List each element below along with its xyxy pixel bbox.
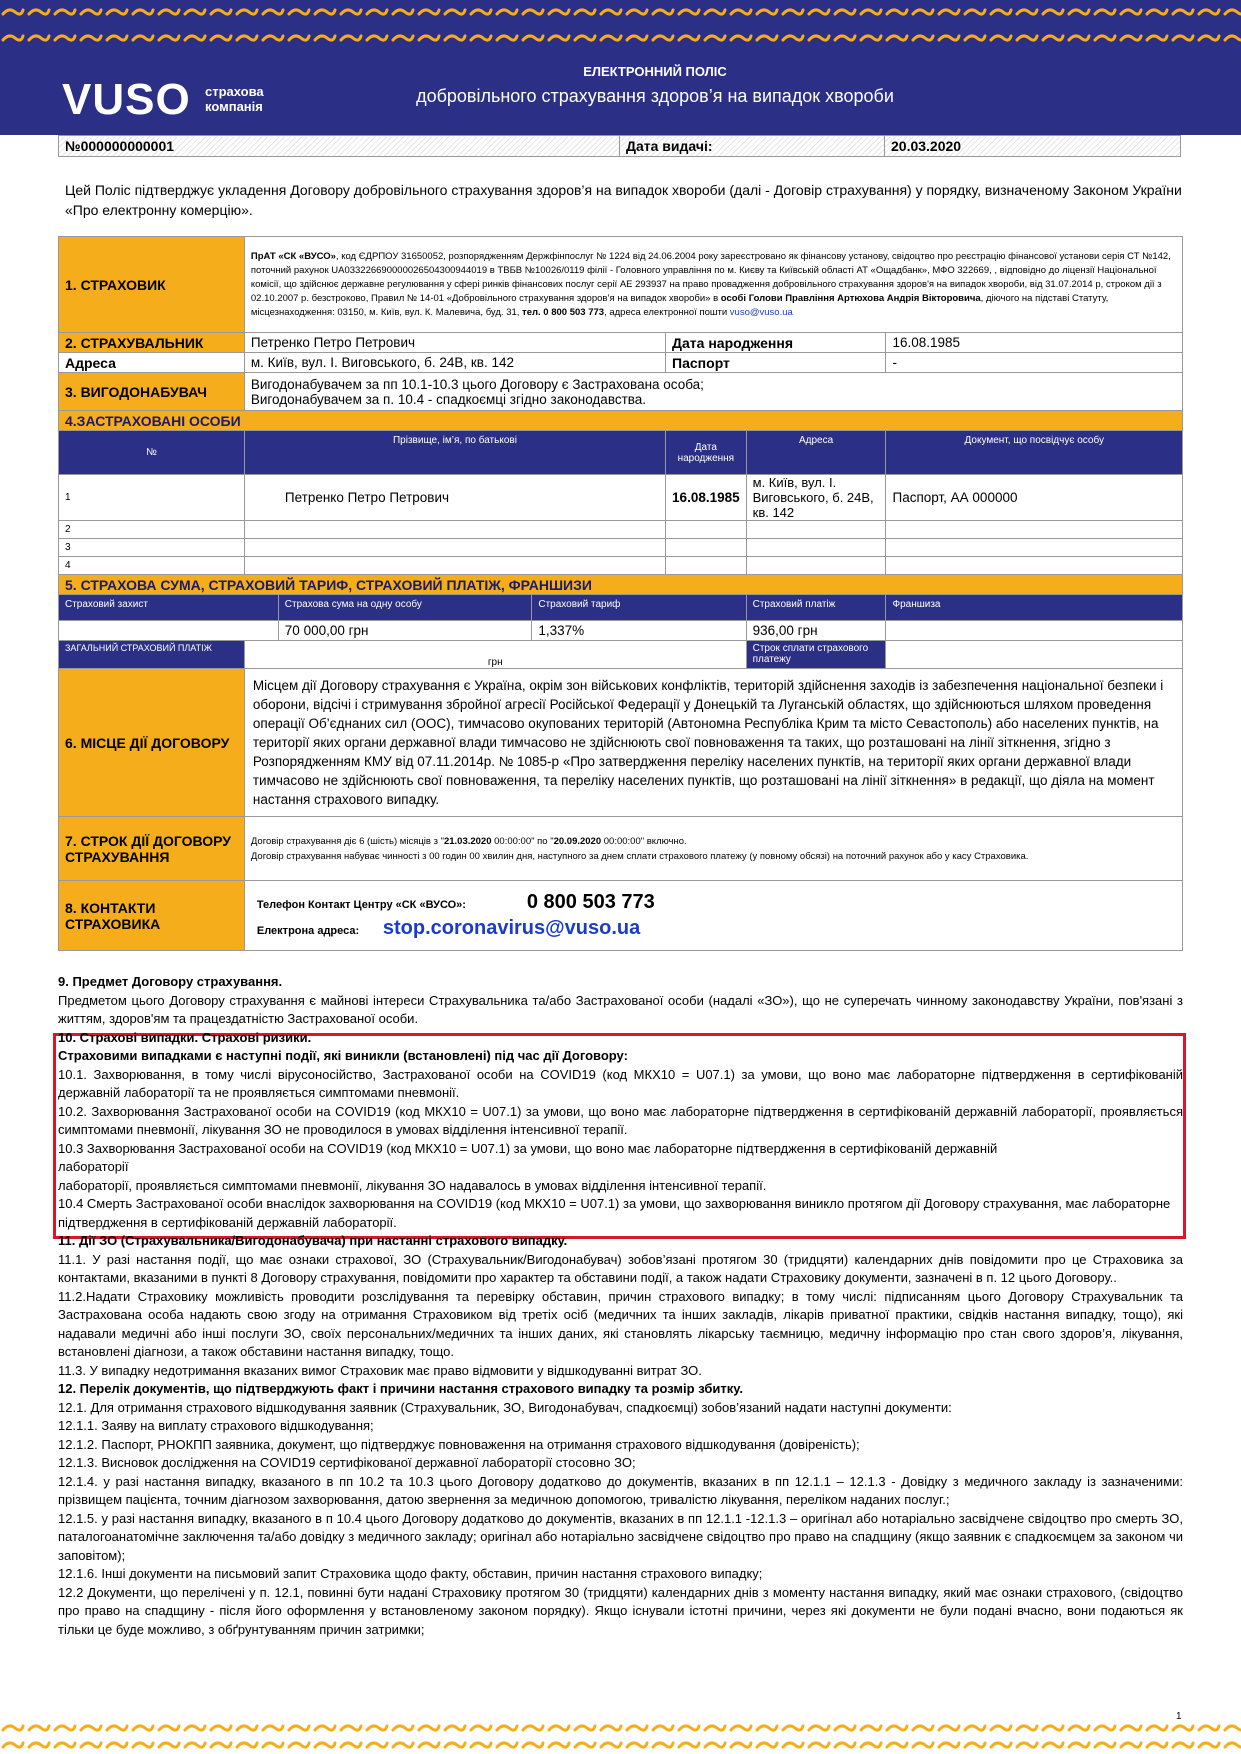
policy-number-row [58,135,1181,157]
coverage-area-label: 6. МІСЦЕ ДІЇ ДОГОВОРУ [59,669,245,817]
vuso-logo [62,75,264,124]
term-t1: Договір страхування діє 6 (шість) місяців з " [250,835,444,847]
col-address: Адреса [746,431,886,475]
term-start: 21.03.2020 [443,835,492,847]
table-row [59,557,1183,575]
insurer-text-1: , код ЄДРПОУ 31650052, розпорядженням Держфінпослуг № 1224 від 24.06.2004 року зареєстровано як фінансову установу, свідоцтво про реєстрацію фінансової установи серія СТ №142, поточний рахунок UA033226690000026504300944019 в ТВБВ №10026/0119 філії - Головного управління по м. Києву та Київській області АТ «Ощадбанк», МФО 322669, , відповідно до ліцензії Національної комісії, що здійснює державне регулювання у сфері ринків фінансових послуг серії АЕ 293937 на право провадження добровільного страхування здоров'я на випадок хвороби, від 31.07.2014 р, строком дії з 02.10.2007 р. безстроково, Правил № 14-01 «Добровільного страхування здоров’я на випадок хвороби» в [250,250,1171,304]
row-no: 1 [59,475,245,521]
section-12-title: 12. Перелік документів, що підтверджують факт і причини настання страхового випадку та розмір збитку. [58,1381,743,1396]
insurer-text-2: , діючого на підставі Статуту, місцезнаходження: 03150, м. Київ, вул. К. Малевича, буд. 31, [250,292,1109,318]
contacts-label: 8. КОНТАКТИ СТРАХОВИКА [59,881,245,951]
col-name: Прізвище, ім’я, по батькові [244,431,665,475]
section-11-title: 11. Дії ЗО (Страхувальника/Вигодонабувача) при настанні страхового випадку. [58,1233,568,1248]
policy-terms [58,973,1183,1639]
row-no: 2 [59,521,245,539]
term-t4: Договір страхування набуває чинності з 00 годин 00 хвилин дня, наступного за днем сплати страхового платежу (у повному обсязі) на поточний рахунок або у касу Страховика. [250,850,1029,862]
contacts-cell [244,881,1182,951]
row-address: м. Київ, вул. І. Виговського, б. 24В, кв. 142 [746,475,886,521]
beneficiary-text [244,373,1182,411]
insurer-company: ПрАТ «СК «ВУСО» [250,250,336,262]
beneficiary-label: 3. ВИГОДОНАБУВАЧ [59,373,245,411]
item-12-2: 12.2 Документи, що перелічені у п. 12.1, повинні бути надані Страховику протягом 30 (тридцяти) календарних днів з моменту настання випадку, який має ознаки страхового, (свідоцтво про право на спадщину - після його оформлення у встановленому законом порядку). Якщо існували істотні причини, через які документи не були подані вчасно, вони подаються як тільки це буде можливо, з обґрунтуванням причин затримки; [58,1584,1183,1637]
insured-sum: 70 000,00 грн [278,621,532,641]
policy-number: №000000000001 [59,136,620,157]
item-12-1: 12.1. Для отримання страхового відшкодування заявник (Страхувальник, ЗО, Вигодонабувач, спадкоємці) зобов’язаний надати наступні документи: [58,1399,952,1415]
passport-label: Паспорт [666,353,886,373]
term-t2: 00:00:00" по " [491,835,554,847]
wave-pattern-top [0,2,1241,22]
item-10-1: 10.1. Захворювання, в тому числі вірусоносійство, Застрахованої особи на COVID19 (код МКХ10 = U07.1) за умови, що воно має лабораторне підтвердження в сертифікованій державній лабораторії та не проявляється симптомами пневмонії. [58,1066,1183,1100]
issue-date: 20.03.2020 [885,136,1181,157]
col-dob: Дата народження [666,431,747,475]
logo-subtitle: страхова компанія [205,84,264,114]
logo-text: VUSO [62,75,191,124]
item-11-3: 11.3. У випадку недотримання вказаних вимог Страховик має право відмовити у відшкодуванні витрат ЗО. [58,1362,702,1378]
insured-persons-header: 4.ЗАСТРАХОВАНІ ОСОБИ [59,411,1183,431]
document-title: ЕЛЕКТРОННИЙ ПОЛІС [583,64,727,79]
policyholder-passport: - [886,353,1183,373]
insurer-label: 1. СТРАХОВИК [59,237,245,333]
payment-term-label: Строк сплати страхового платежу [746,641,886,669]
total-payment-unit: грн [244,641,746,669]
total-payment-label: ЗАГАЛЬНИЙ СТРАХОВИЙ ПЛАТІЖ [59,641,245,669]
payment: 936,00 грн [746,621,886,641]
insurer-person: особі Голови Правління Артюхова Андрія Вікторовича [720,292,981,304]
term-t3: 00:00:00" включно. [601,835,687,847]
intro-text: Цей Поліс підтверджує укладення Договору добровільного страхування здоров’я на випадок хвороби (далі - Договір страхування) у порядку, визначеному Законом України «Про електронну комерцію». [65,182,1182,218]
term-end: 20.09.2020 [553,835,602,847]
sum-section-header: 5. СТРАХОВА СУМА, СТРАХОВИЙ ТАРИФ, СТРАХОВИЙ ПЛАТІЖ, ФРАНШИЗИ [59,575,1183,595]
item-12-1-3: 12.1.3. Висновок дослідження на COVID19 сертифікованої державної лабораторії стосовно ЗО; [58,1455,636,1470]
item-12-1-2: 12.1.2. Паспорт, РНОКПП заявника, документ, що підтверджує повноваження на отримання страхового відшкодування (довіреність); [58,1436,860,1452]
item-12-1-6: 12.1.6. Інші документи на письмовий запит Страховика щодо факту, обставин, причин настання страхового випадку; [58,1566,763,1581]
coverage-area-text: Місцем дії Договору страхування є Україна, окрім зон військових конфліктів, територій здійснення заходів із забезпечення національної безпеки і оборони, відсічі і стримування збройної агресії Російської Федерації у Донецькій та Луганській областях, що здійснюються шляхом проведення операції Об’єднаних сил (ООС), тимчасово окупованих територій (Автономна Республіка Крим та місто Севастополь) або населених пунктів, на території яких органи державної влади тимчасово не здійснюють свої повноваження та таких, що розташовані на лінії зіткнення, згідно з Розпорядженням КМУ від 07.11.2014р. № 1085-р «Про затвердження переліку населених пунктів, на території яких органи державної влади тимчасово не здійснюють свої повноваження, та переліку населених пунктів, що розташовані на лінії зіткнення» в редакції, що діяла на момент настання страхового випадку. [244,669,1182,817]
section-10-title: 10. Страхові випадки. Страхові ризики. [58,1029,312,1045]
row-name: Петренко Петро Петрович [244,475,665,521]
row-no: 3 [59,539,245,557]
item-10-3a: 10.3 Захворювання Застрахованої особи на COVID19 (код МКХ10 = U07.1) за умови, що воно має лабораторне підтвердження в сертифікованій державній [58,1140,998,1156]
dob-label: Дата народження [666,333,886,353]
insurer-text-3: , адреса електронної пошти [604,306,730,318]
table-row [59,521,1183,539]
email-label: Електрона адреса: [256,925,360,937]
section-10-subtitle: Страховими випадками є наступні події, які виникли (встановлені) під час дії Договору: [58,1048,628,1063]
item-10-4: 10.4 Смерть Застрахованої особи внаслідок захворювання на COVID19 (код МКХ10 = U07.1) за умови, що захворювання виникло протягом дії Договору страхування, має лабораторне підтвердження в сертифікованій державній лабораторії. [58,1196,1171,1230]
header-banner [0,0,1241,135]
col-protection: Страховий захист [59,595,279,621]
policy-main-table [58,236,1183,951]
policyholder-label: 2. СТРАХУВАЛЬНИК [59,333,245,353]
term-text [244,817,1182,881]
wave-pattern-mid [0,28,1241,48]
col-no: № [59,431,245,475]
col-tariff: Страховий тариф [532,595,746,621]
policyholder-name: Петренко Петро Петрович [244,333,665,353]
table-row [59,539,1183,557]
item-12-1-1: 12.1.1. Заяву на виплату страхового відшкодування; [58,1418,374,1433]
row-no: 4 [59,557,245,575]
policyholder-address: м. Київ, вул. І. Виговського, б. 24В, кв. 142 [244,353,665,373]
beneficiary-line-2: Вигодонабувачем за п. 10.4 - спадкоємці згідно законодавства. [250,391,647,407]
col-document: Документ, що посвідчує особу [886,431,1183,475]
insurer-tel: тел. 0 800 503 773 [522,306,605,318]
item-10-3c: лабораторії, проявляється симптомами пневмонії, лікування ЗО надавалось в умовах відділення інтенсивної терапії. [58,1177,767,1193]
page-number: 1 [1176,1711,1182,1722]
row-dob: 16.08.1985 [666,475,747,521]
issue-date-label: Дата видачі: [620,136,885,157]
beneficiary-line-1: Вигодонабувачем за пп 10.1-10.3 цього Договору є Застрахована особа; [250,376,704,392]
item-11-1: 11.1. У разі настання події, що має ознаки страхової, ЗО (Страхувальник/Вигодонабувач) зобов’язані протягом 30 (тридцяти) календарних днів повідомити про це Страховика за контактами, вказаними в пункті 8 Договору страхування, повідомити про характер та обставини події, а також надати Страховику документи, зазначені в п. 12 цього Договору.. [58,1251,1183,1285]
table-row [59,475,1183,521]
phone-number[interactable]: 0 800 503 773 [526,891,655,913]
section-9-text: Предметом цього Договору страхування є майнові інтереси Страхувальника та/або Застрахованої особи (надалі «ЗО»), що не суперечать чинному законодавству України, пов'язані з життям, здоров'ям та працездатністю Застрахованої особи. [58,992,1183,1026]
address-label: Адреса [59,353,245,373]
col-sum: Страхова сума на одну особу [278,595,532,621]
document-subtitle: добровільного страхування здоров’я на випадок хвороби [416,86,894,106]
col-franchise: Франшиза [886,595,1183,621]
email-link[interactable]: stop.coronavirus@vuso.ua [382,917,641,939]
insurer-details [244,237,1182,333]
item-10-2: 10.2. Захворювання Застрахованої особи на COVID19 (код МКХ10 = U07.1) за умови, що воно має лабораторне підтвердження в сертифікованій державній лабораторії, проявляється симптомами пневмонії, лікування ЗО не проводилося в умовах відділення інтенсивної терапії. [58,1103,1183,1137]
row-document: Паспорт, АА 000000 [886,475,1183,521]
item-12-1-5: 12.1.5. у разі настання випадку, вказаного в п 10.4 цього Договору додатково до документів, вказаних в пп 12.1.1 -12.1.3 – оригінал або нотаріально засвідчене свідоцтво про смерть ЗО, паталогоанатомічне заключення та/або довідку з медичного закладу; оригінал або нотаріально засвідчене свідоцтво про право на спадщину (якщо заявник є спадкоємцем за законом чи заповітом); [58,1510,1183,1563]
insurer-email-link[interactable]: vuso@vuso.ua [729,306,793,318]
term-label: 7. СТРОК ДІЇ ДОГОВОРУ СТРАХУВАННЯ [59,817,245,881]
policyholder-dob: 16.08.1985 [886,333,1183,353]
item-11-2: 11.2.Надати Страховику можливість проводити розслідування та перевірку обставин, причин страхового випадку; в тому числі: підписанням цього Договору Страхувальник та Застрахована особа надають свою згоду на отримання Страховиком від третіх осіб (медичних та інших закладів, лікарів приватної практики, свідків настання випадку, тощо), які надавали медичні або інші послуги ЗО, своїх персональних/медичних та інших даних, які становлять лікарську таємницю, медичну інформацію про стан свого здоров’я, лікування, встановлені діагнози, а також обставини настання випадку, тощо. [58,1288,1183,1359]
item-10-3b: лабораторії [58,1159,129,1174]
tariff: 1,337% [532,621,746,641]
col-payment: Страховий платіж [746,595,886,621]
wave-pattern-bottom [0,1720,1241,1754]
section-9-title: 9. Предмет Договору страхування. [58,974,283,989]
phone-label: Телефон Контакт Центру «СК «ВУСО»: [256,899,466,911]
item-12-1-4: 12.1.4. у разі настання випадку, вказаного в пп 10.2 та 10.3 цього Договору додатково до документів, вказаних в пп 12.1.1 – 12.1.3 - Довідку з медичного закладу із зазначеними: прізвищем пацієнта, точним діагнозом захворювання, датою звернення за медичною допомогою, тривалістю лікування, переліком наданих послуг.; [58,1473,1183,1507]
